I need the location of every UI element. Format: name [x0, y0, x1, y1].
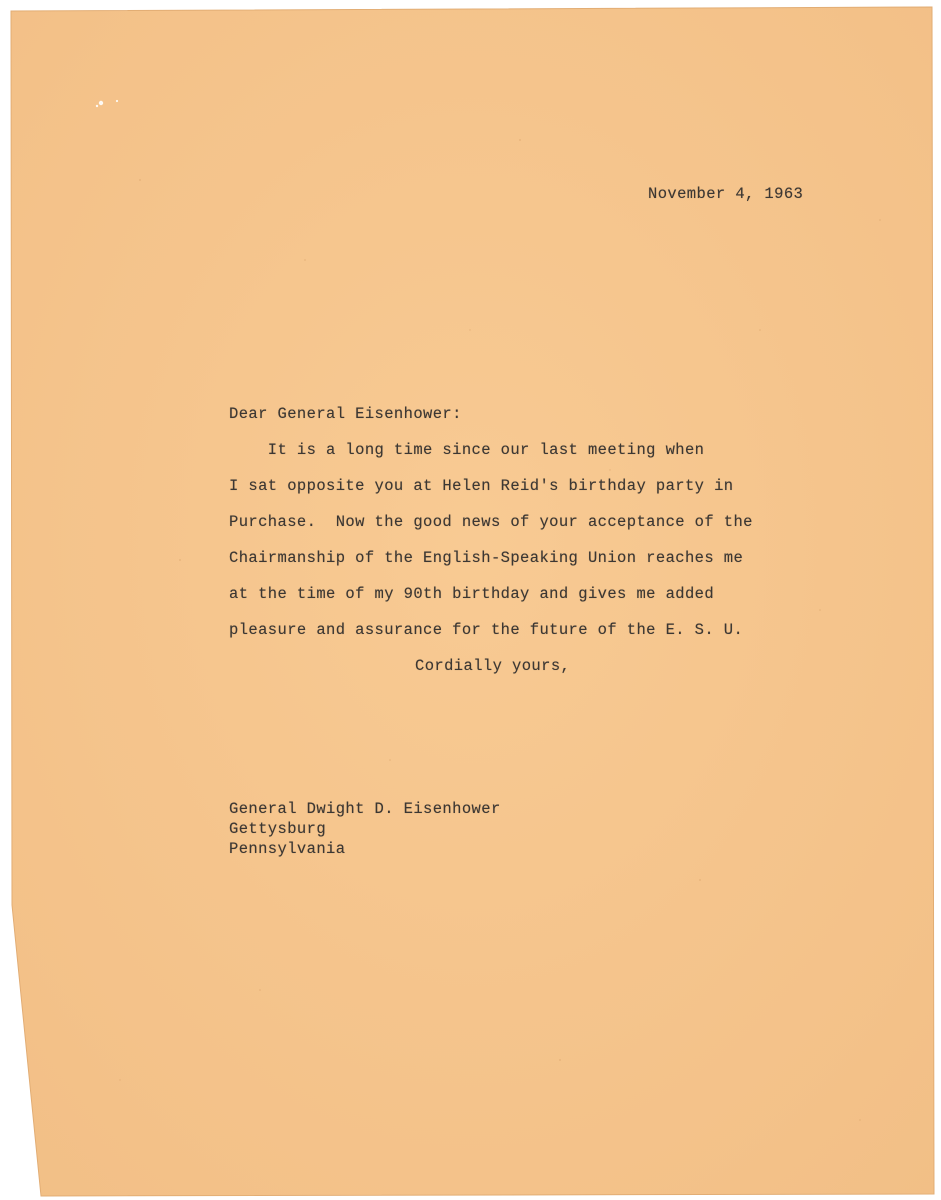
recipient-state: Pennsylvania [229, 840, 346, 858]
body-line: at the time of my 90th birthday and gives me added [229, 585, 715, 603]
recipient-city: Gettysburg [229, 820, 327, 838]
salutation: Dear General Eisenhower: [229, 405, 462, 423]
body-line: I sat opposite you at Helen Reid's birthday party in [229, 477, 734, 495]
letter-date: November 4, 1963 [648, 185, 804, 203]
body-line: It is a long time since our last meeting when [229, 441, 705, 459]
body-line: Chairmanship of the English-Speaking Union reaches me [229, 549, 744, 567]
body-line: Purchase. Now the good news of your acceptance of the [229, 513, 753, 531]
closing: Cordially yours, [415, 657, 571, 675]
body-line: pleasure and assurance for the future of the E. S. U. [229, 621, 744, 639]
recipient-name: General Dwight D. Eisenhower [229, 800, 501, 818]
